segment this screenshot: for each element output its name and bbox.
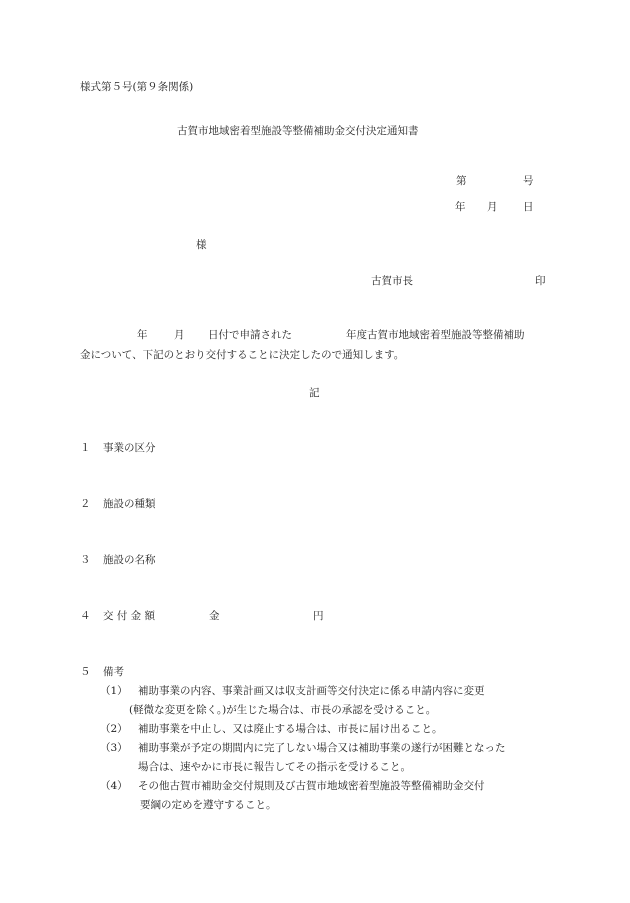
doc-number-go: 号 xyxy=(523,175,534,187)
note-1-line-2: (軽微な変更を除く。)が生じた場合は、市長の承認を受けること。 xyxy=(129,704,437,716)
body-fiscal: 年度古賀市地域密着型施設等整備補助 xyxy=(346,329,525,341)
item-5-label: 備考 xyxy=(103,666,124,678)
body-line2: 金について、下記のとおり交付することに決定したので通知します。 xyxy=(80,349,405,361)
issuer-name: 古賀市長 xyxy=(371,275,413,287)
issuer-seal: 印 xyxy=(535,275,546,287)
note-2-number: （2） xyxy=(100,723,128,735)
item-4-number: ４ xyxy=(80,610,91,622)
item-1-label: 事業の区分 xyxy=(103,442,156,454)
form-label: 様式第５号(第９条関係) xyxy=(80,81,194,93)
body-day-suffix: 日付で申請された xyxy=(208,329,292,341)
item-2-label: 施設の種類 xyxy=(103,498,156,510)
date-month: 月 xyxy=(487,201,498,213)
date-year: 年 xyxy=(455,201,466,213)
item-3-label: 施設の名称 xyxy=(103,554,156,566)
item-4-label: 交 付 金 額 xyxy=(103,610,156,622)
item-3-number: ３ xyxy=(80,554,91,566)
item-4-en: 円 xyxy=(313,610,324,622)
note-2-line-1: 補助事業を中止し、又は廃止する場合は、市長に届け出ること。 xyxy=(138,723,443,735)
date-day: 日 xyxy=(523,201,534,213)
ki-heading: 記 xyxy=(309,387,320,399)
note-4-number: （4） xyxy=(100,780,128,792)
document-title: 古賀市地域密着型施設等整備補助金交付決定通知書 xyxy=(177,125,419,137)
note-3-number: （3） xyxy=(100,742,128,754)
note-1-line-1: 補助事業の内容、事業計画又は収支計画等交付決定に係る申請内容に変更 xyxy=(138,685,485,697)
doc-number-dai: 第 xyxy=(456,175,467,187)
body-month: 月 xyxy=(174,329,185,341)
item-4-kin: 金 xyxy=(209,610,220,622)
note-3-line-2: 場合は、速やかに市長に報告してその指示を受けること。 xyxy=(138,761,411,773)
item-5-number: ５ xyxy=(80,666,91,678)
note-1-number: （1） xyxy=(100,685,128,697)
body-year: 年 xyxy=(137,329,148,341)
note-3-line-1: 補助事業が予定の期間内に完了しない場合又は補助事業の遂行が困難となった xyxy=(138,742,506,754)
note-4-line-2: 要綱の定めを遵守すること。 xyxy=(140,799,277,811)
note-4-line-1: その他古賀市補助金交付規則及び古賀市地域密着型施設等整備補助金交付 xyxy=(138,780,485,792)
addressee-sama: 様 xyxy=(196,239,207,251)
item-2-number: ２ xyxy=(80,498,91,510)
item-1-number: １ xyxy=(80,442,91,454)
